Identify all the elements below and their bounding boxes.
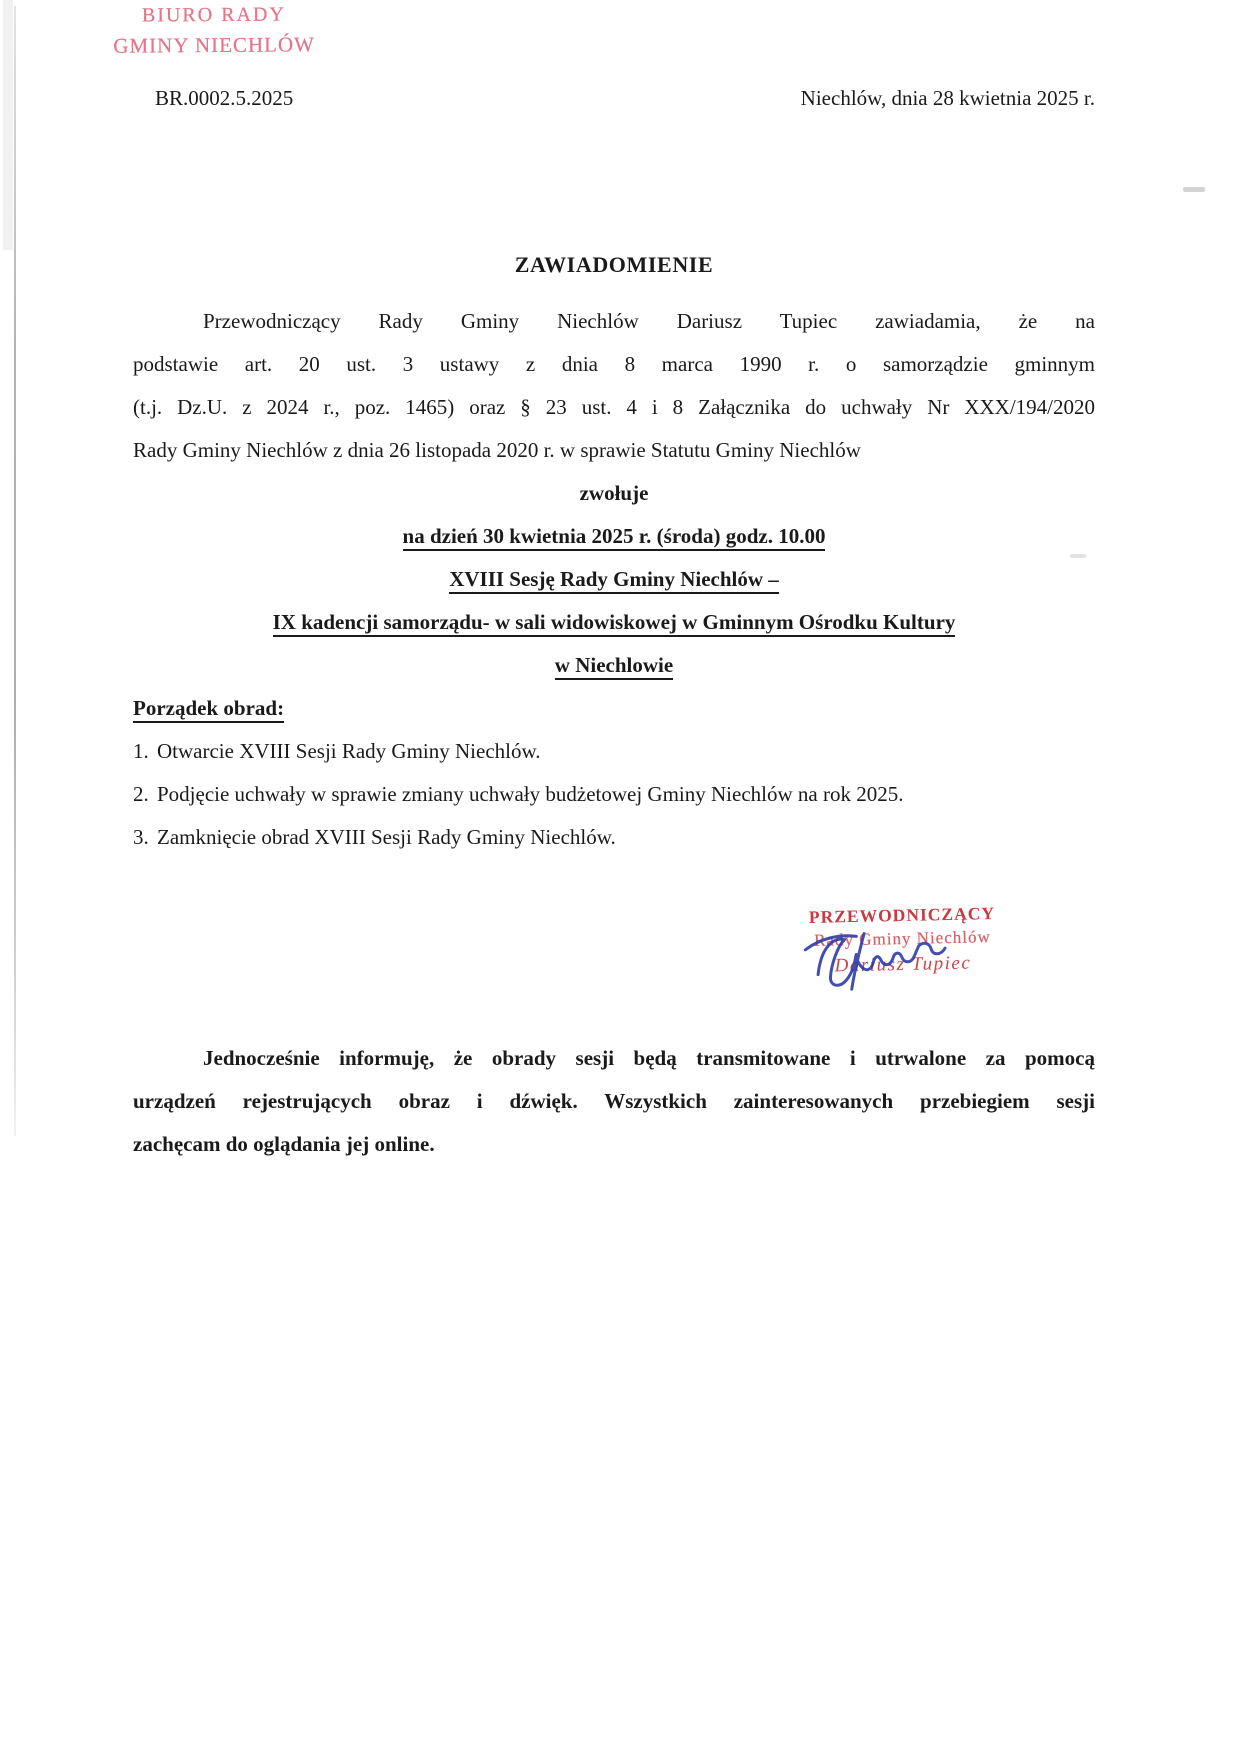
closing-line: Jednocześnie informuję, że obrady sesji będą transmitowane i utrwalone za pomocą [203,1046,1095,1070]
session-datetime-line: na dzień 30 kwietnia 2025 r. (środa) godz. 10.00 [133,515,1095,558]
agenda-item-number: 2. [133,782,149,806]
agenda-item [133,816,1095,859]
document-body [133,0,1095,1166]
session-title-line: XVIII Sesję Rady Gminy Niechlów – [133,558,1095,601]
office-stamp-line1: BIURO RADY [141,3,286,27]
convocation-verb: zwołuje [579,481,649,505]
document-title: ZAWIADOMIENIE [514,252,714,277]
agenda-item [133,730,1095,773]
agenda-item [133,773,1095,816]
closing-paragraph [133,1037,1095,1166]
document-header [133,84,1095,112]
reference-number: BR.0002.5.2025 [155,86,294,110]
scan-mark-artifact [1183,187,1205,192]
agenda-item-number: 3. [133,825,149,849]
agenda-heading: Porządek obrad: [133,687,1095,730]
scan-edge-artifact [3,0,13,250]
chairman-stamp-org: Rady Gminy Niechlów [813,927,991,950]
session-location-line: IX kadencji samorządu- w sali widowiskowej w Gminnym Ośrodku Kultury [133,601,1095,644]
place-and-date: Niechlów, dnia 28 kwietnia 2025 r. [800,86,1095,110]
chairman-stamp-name: Dariusz Tupiec [834,952,972,977]
agenda-item-number: 1. [133,739,149,763]
agenda-list [133,730,1095,859]
session-place-line: w Niechlowie [133,644,1095,687]
closing-line: urządzeń rejestrujących obraz i dźwięk. Wszystkich zainteresowanych przebiegiem sesji [133,1089,1095,1113]
intro-paragraph [133,300,1095,472]
intro-line: Rady Gminy Niechlów z dnia 26 listopada 2020 r. w sprawie Statutu Gminy Niechlów [133,438,861,462]
office-stamp-line2: GMINY NIECHLÓW [113,32,315,58]
chairman-stamp-role: PRZEWODNICZĄCY [808,903,996,927]
scan-fold-line-artifact [14,6,16,1136]
agenda-item-text: Otwarcie XVIII Sesji Rady Gminy Niechlów. [157,739,541,763]
intro-line: podstawie art. 20 ust. 3 ustawy z dnia 8 marca 1990 r. o samorządzie gminnym [133,352,1095,376]
agenda-item-text: Zamknięcie obrad XVIII Sesji Rady Gminy Niechlów. [157,825,616,849]
closing-line: zachęcam do oglądania jej online. [133,1132,435,1156]
agenda-item-text: Podjęcie uchwały w sprawie zmiany uchwały budżetowej Gminy Niechlów na rok 2025. [157,782,904,806]
intro-line: (t.j. Dz.U. z 2024 r., poz. 1465) oraz § 23 ust. 4 i 8 Załącznika do uchwały Nr XXX/194/2020 [133,395,1095,419]
intro-line: Przewodniczący Rady Gminy Niechlów Dariusz Tupiec zawiadamia, że na [203,309,1095,333]
